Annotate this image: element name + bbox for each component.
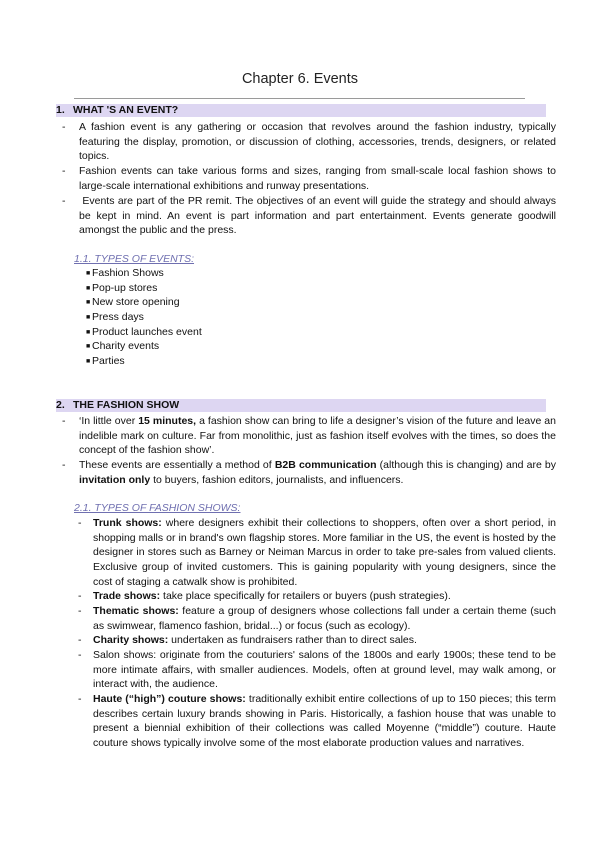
event-types-list [86, 266, 202, 369]
show-type-item: Salon shows: originate from the couturiers' salons of the 1800s and early 1900s; these tend to be more intimate affairs, with smaller audiences. Models, often at ground level, may walk among, or interact with, the audience. [93, 649, 556, 691]
subsection-heading-types-of-fashion-shows: 2.1. TYPES OF FASHION SHOWS: [74, 502, 241, 514]
bullet-dash: - [62, 121, 66, 133]
bullet-dash: - [62, 195, 66, 207]
show-type-item: Thematic shows: feature a group of designers whose collections fall under a certain theme (such as swimwear, flamenco fashion, bridal...) or focus (such as ecology). [93, 605, 556, 632]
bullet-dash: - [78, 605, 82, 617]
title-divider [74, 98, 525, 99]
bullet-dash: - [62, 415, 66, 427]
section-number: 1. [56, 104, 65, 116]
paragraph: A fashion event is any gathering or occasion that revolves around the fashion industry, typically featuring the display, promotion, or discussion of clothing, accessories, trends, designers, or related topics. [79, 121, 556, 163]
paragraph: These events are essentially a method of B2B communication (although this is changing) and are by invitation only to buyers, fashion editors, journalists, and influencers. [79, 459, 557, 486]
bullet-dash: - [78, 590, 82, 602]
show-type-item: Trade shows: take place specifically for retailers or buyers (push strategies). [93, 590, 451, 602]
section-number: 2. [56, 399, 65, 411]
bullet-dash: - [62, 459, 66, 471]
show-type-item: Trunk shows: where designers exhibit their collections to shoppers, often over a short period, in shopping malls or in brand's own flagship stores. More familiar in the US, the event is hosted by the designer in stores such as Barney or Neiman Marcus in order to take pre-sales from valued clients. Exclusive group of invited customers. This is gaining popularity with young designers, since the cost of staging a catwalk show is prohibited. [93, 517, 556, 588]
bullet-dash: - [78, 693, 82, 705]
chapter-title: Chapter 6. Events [241, 71, 359, 87]
list-item: ■ Pop-up stores [86, 281, 158, 294]
section-heading-fashion-show [56, 399, 546, 412]
list-item: ■ Fashion Shows [86, 267, 164, 279]
bullet-dash: - [78, 634, 82, 646]
bullet-dash: - [78, 649, 82, 661]
paragraph: ‘In little over 15 minutes, a fashion show can bring to life a designer’s vision of the future and leave an indelible mark on culture. Far from monolithic, just as fashion itself evolves with the times, so does the concept of the fashion show’. [79, 415, 556, 457]
section-title: WHAT 'S AN EVENT? [73, 104, 179, 116]
list-item: ■ Parties [86, 355, 125, 368]
section-heading-what-is-an-event [56, 104, 546, 117]
section-title: THE FASHION SHOW [73, 399, 180, 411]
list-item: ■ Press days [86, 311, 144, 324]
subsection-heading-types-of-events: 1.1. TYPES OF EVENTS: [74, 253, 195, 265]
list-item: ■ New store opening [86, 296, 180, 309]
list-item: ■ Charity events [86, 340, 160, 353]
bullet-dash: - [78, 517, 82, 529]
paragraph: Fashion events can take various forms and sizes, ranging from small-scale local fashion shows to large-scale international exhibitions and runway presentations. [79, 165, 556, 192]
paragraph: Events are part of the PR remit. The objectives of an event will guide the strategy and should always be kept in mind. An event is part information and part entertainment. Events generate goodwill amongst the public and the press. [79, 195, 559, 237]
show-type-item: Charity shows: undertaken as fundraisers rather than to direct sales. [93, 634, 417, 646]
show-type-item: Haute (“high”) couture shows: traditionally exhibit entire collections of up to 150 pieces; this term describes certain luxury brands showing in Paris. Historically, a fashion house that was unable to present a biennial exhibition of their collections was called Moyenne (“middle”) couture. Haute couture shows typically involve some of the most elaborate production values and narratives. [93, 693, 556, 750]
list-item: ■ Product launches event [86, 325, 202, 338]
bullet-dash: - [62, 165, 66, 177]
